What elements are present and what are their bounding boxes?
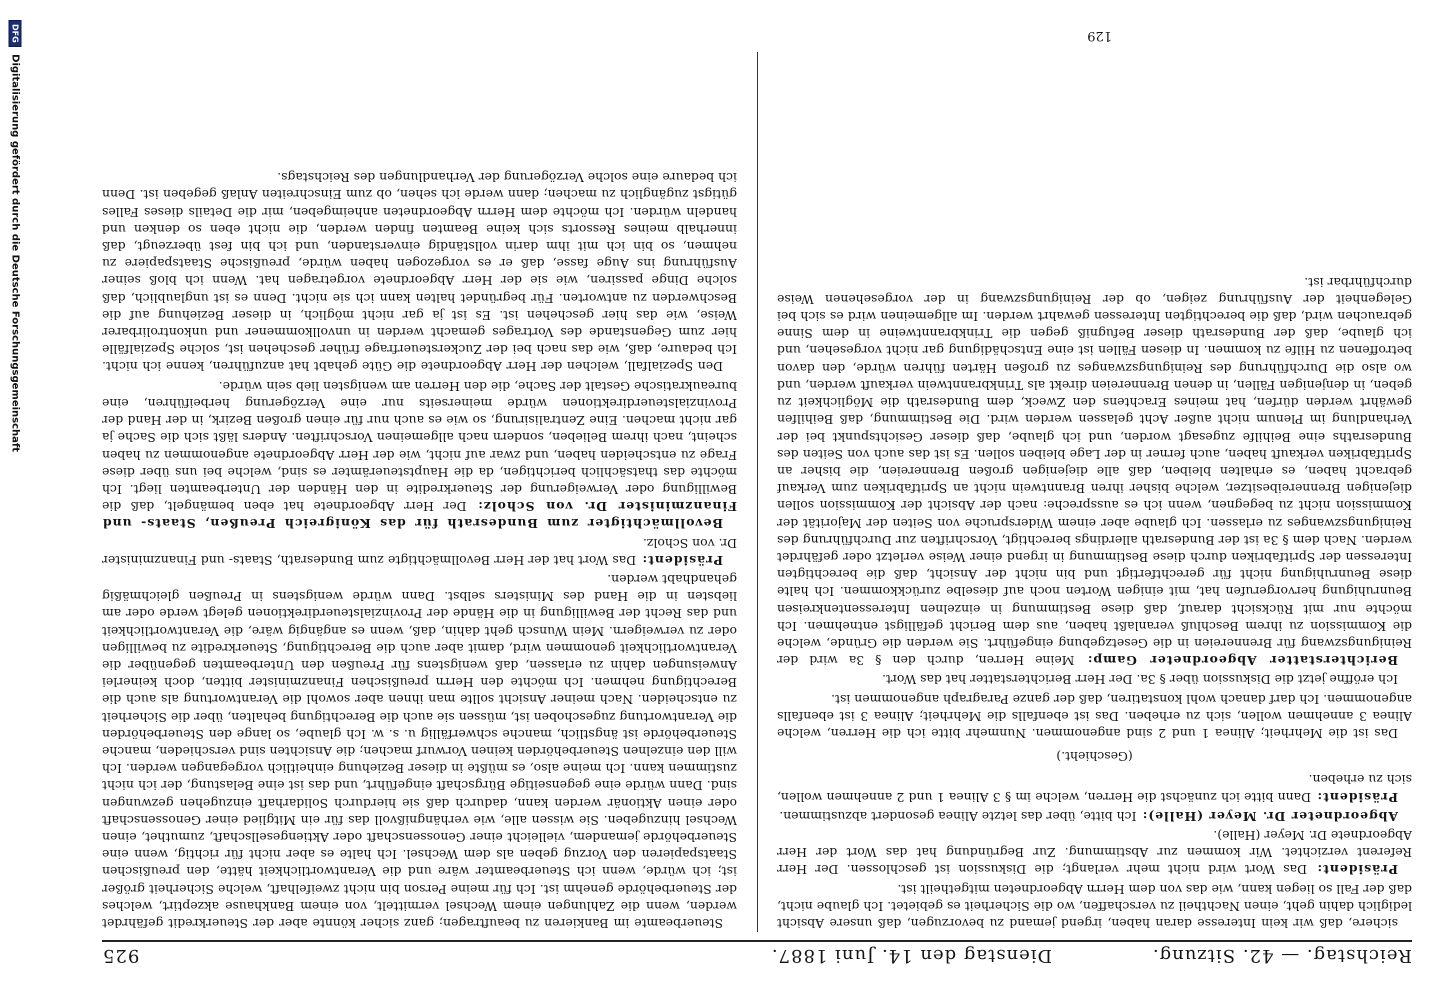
paragraph: [777, 690, 1412, 742]
speaker-name: Präsident:: [1310, 789, 1398, 805]
text-column-left: [777, 28, 1412, 932]
paragraph-text: Der Herr Abgeordnete hat eben bemängelt, daß die Bewilligung oder Verweigerung der Steuerkredite in den Händen der Unterbeamten liegt. Ich möchte das thatsächlich berichtigen, da die Hauptsteuerämter es sind, welche bei uns über diese Frage zu entscheiden haben, und zwar auf nicht, wie der Herr Abgeordnete angenommen zu haben scheint, nach ihrem Belieben, sondern nach allgemeinen Vorschriften. Anders läßt sich die Sache ja gar nicht machen. Eine Zentralisirung, so wie es auch nur für einen großen Bezirk, in der Hand der Provinzialsteuerdirektionen würde meinerseits nur eine Verzögerung herbeiführen, eine bureaukratische Gestalt der Sache, die den Herren am wenigsten lieb sein würde.: [102, 378, 737, 515]
header-session: Reichstag. — 42. Sitzung.: [1151, 945, 1412, 966]
paragraph-text: Steuerbeamte im Bankieren zu beauftragen; ganz sicher könnte aber der Steuerkredit gefährdet werden, wenn die Zahlungen einem Wechsel vermittelt, von einem Bankhause akzeptirt, welches der Steuerbehörde genehm ist. Ich für meine Person bin nicht zweifelhaft, welche Sicherheit größer ist; ich würde, wenn ich Steuerbeamter wäre und die Verantwortlichkeit hätte, den preußischen Staatspapieren den Vorzug geben als dem Wechsel. Ich halte es aber nicht für richtig, wenn eine Steuerbehörde jemandem, vielleicht einer Genossenschaft oder Aktiengesellschaft, zumuthet, einen Wechsel hinzugeben. Sie wissen alle, wie verhängnißvoll das für ein Mitglied einer Genossenschaft oder einen Aktionär werden kann, dadurch daß sie hierdurch Solidarhaft einzugehen gezwungen sind. Dann würde eine gegenseitige Bürgschaft eingeführt, und das ist eine Belastung, der ich nicht zustimmen kann. Ich meine also, es müßte in dieser Beziehung einheitlich vorgegangen werden. Ich will den einzelnen Steuerbehörden keinen Vorwurf machen; die Ansichten sind verschieden, manche Steuerbehörde ist ängstlich, manche schwerfällig u. s. w. Ich glaube, so lange den Steuerbehörden die Verantwortung zugeschoben ist, müssen sie auch die Berechtigung behalten, über die Sicherheit zu entscheiden. Nach meiner Ansicht sollte man ihnen aber sowohl die Verantwortung als auch die Berechtigung nehmen. Ich möchte den Herrn preußischen Finanzminister bitten, doch keinerlei Anweisungen dahin zu erlassen, daß wenigstens für Preußen den Unterbeamten gegenüber die Verantwortlichkeit genommen wird, damit aber auch die Berechtigung, Steuerkredite zu bewilligen oder zu verweigern. Mein Wunsch geht dahin, daß, wenn es angängig wäre, die Verantwortlichkeit und das Recht der Bewilligung in die Hände der Provinzialsteuerdirektionen gelegt werde oder am liebsten in die Hand des Ministers selbst. Dann würde wenigstens in Preußen gleichmäßig gehandhabt werden.: [102, 571, 737, 931]
speaker-name: Berichterstatter Abgeordneter Gamp:: [1074, 653, 1398, 669]
paragraph-text: Das Wort wird nicht mehr verlangt; die Diskussion ist geschlossen. Der Herr Referent verzichtet. Wir kommen zur Abstimmung. Zur Begründung hat das Wort der Herr Abgeordnete Dr. Meyer (Halle).: [777, 827, 1412, 878]
paragraph-text: Den Spezialfall, welchen der Herr Abgeordnete die Güte gehabt hat anzuführen, kenne ich nicht. Ich bedaure, daß, wie das nach bei der Zuckersteuerfrage früher geschehen ist, solche Spezialfälle hier zum Gegenstande des Vortrages gemacht werden in unvollkommener und unkontrolirbarer Weise, wie das hier geschehen ist. Es ist ja gar nicht möglich, in dieser Beziehung auf die Beschwerden zu antworten. Für begründet halten kann ich sie nicht. Denn es ist unglaublich, daß solche Dinge passiren, wie sie der Herr Abgeordnete vorgetragen hat. Wenn ich bloß seiner Ausführung ins Auge fasse, daß er es vorgezogen haben würde, preußische Staatspapiere zu nehmen, so bin ich mit ihm darin vollständig einverstanden, und ich bin fest überzeugt, daß innerhalb meines Ressorts sich keine Beamten finden werden, die nicht eben so denken und handeln würden. Ich möchte dem Herrn Abgeordneten anheimgeben, mir die Details dieses Falles gütigst zugänglich zu machen; dann werde ich sehen, ob zum Einschreiten Anlaß gegeben ist. Denn ich bedaure eine solche Verzögerung der Verhandlungen des Reichstags.: [102, 170, 737, 375]
speaker-name: Abgeordneter Dr. Meyer (Halle):: [1136, 808, 1398, 824]
paragraph-text: Ich bitte, über das letzte Alinea gesondert abzustimmen.: [779, 808, 1137, 824]
header-page-number: 925: [102, 945, 140, 966]
paragraph-text: (Geschieht.): [1056, 749, 1133, 765]
paragraph: [102, 169, 737, 375]
dfg-logo: DFG: [9, 20, 22, 47]
paragraph: [777, 827, 1412, 879]
paragraph: [102, 534, 737, 568]
speaker-name: Präsident:: [1306, 862, 1398, 878]
paragraph: [777, 748, 1412, 765]
text-column-right: [102, 28, 737, 932]
paragraph-text: Ich eröffne jetzt die Diskussion über § 3a. Der Herr Berichterstatter hat das Wort.: [882, 672, 1398, 688]
paragraph: [102, 378, 737, 533]
paragraph: [777, 671, 1412, 688]
paragraph: [102, 571, 737, 932]
paragraph: [777, 808, 1412, 825]
speaker-name: Präsident:: [636, 552, 723, 568]
paragraph: [777, 273, 1412, 669]
header-date: Dienstag den 14. Juni 1887.: [770, 945, 1052, 966]
running-header: [102, 940, 1412, 972]
paragraph: [777, 880, 1412, 932]
digitization-credit: [0, 0, 30, 1000]
credit-text: Digitalisierung gefördert durch die Deutsche Forschungsgemeinschaft: [9, 54, 21, 453]
speaker-name: Bevollmächtigter zum Bundesrath für das Königreich Preußen, Staats- und Finanzminister Dr. von Scholz:: [102, 499, 737, 532]
paragraph-text: Meine Herren, durch den § 3a wird der Reinigungszwang für Brennereien in die Gesetzgebung eingeführt. Sie werden die Gründe, welche die Kommission zu ihrem Beschluß veranlaßt haben, aus dem Bericht gefälligst entnehmen. Ich möchte nur mit Rücksicht darauf, daß diese Bestimmung in einzelnen Interessentenkreisen Beunruhigung hervorgerufen hat, mit einigen Worten noch auf dieselbe zurückkommen. Ich halte diese Beunruhigung nicht für gerechtfertigt und bin nicht der Ansicht, daß die berechtigten Interessen der Spritfabriken durch diese Bestimmung in irgend einer Weise verletzt oder gefährdet werden. Nach dem § 3a ist der Bundesrath allerdings berechtigt, Vorschriften zur Durchführung des Reinigungszwanges zu erlassen. Ich glaube aber einem Widerspruche von Seiten der Majorität der Kommission nicht zu begegnen, wenn ich es ausspreche: nach der Absicht der Kommission sollen diejenigen Brennereibesitzer, welche bisher ihren Branntwein nicht an Spritfabriken zum Verkauf gebracht haben, es erhalten bleiben, daß alle diejenigen großen Brennereien, die bisher an Spritfabriken verkauft haben, auch ferner in der Lage bleiben sollen. Es ist das auch von Seiten des Bundesraths eine Beihilfe zugesagt worden, und ich glaube, daß dieser Gesichtspunkt bei der Verhandlung im Plenum nicht außer Acht gelassen werden wird. Die Bestimmung, daß Beihilfen gewährt werden dürfen, hat meines Erachtens den Zweck, dem Bundesrath die Möglichkeit zu geben, in denjenigen Fällen, in denen Brennereien direkt als Trinkbranntwein verkauft werden, und wo also die Durchführung des Reinigungszwanges zu großen Härten führen würde, den davon betroffenen zu Hilfe zu kommen. In diesen Fällen ist eine Entschädigung gar nicht vorgesehen, und ich glaube, daß der Bundesrath dieser Befugniß gegen die Trinkbranntweine in dem Sinne gebrauchen wird, daß die berechtigten Interessen gewahrt werden. Im allgemeinen wird es sich bei Gelegenheit der Ausführung zeigen, ob der Reinigungszwang in der vorgesehenen Weise durchführbar ist.: [777, 274, 1412, 669]
paragraph-text: Das Wort hat der Herr Bevollmächtigte zum Bundesrath, Staats- und Finanzminister Dr. von Scholz.: [102, 535, 737, 568]
paragraph: [777, 771, 1412, 805]
paragraph-text: Dann bitte ich zunächst die Herren, welche im § 3 Alinea 1 und 2 annehmen wollen, sich zu erheben.: [777, 772, 1412, 805]
column-divider: [757, 52, 758, 932]
signature-number: 129: [1087, 28, 1112, 43]
scanned-page: [102, 28, 1412, 972]
paragraph-text: sichere, daß wir kein Interesse daran haben, irgend jemand zu bevorzugen, daß unsere Absicht lediglich dahin geht, einen Nachtheil zu verschaffen, wo die Sicherheit es gebietet. Ich glaube nicht, daß der Fall so liegen kann, wie das von dem Herrn Abgeordneten mitgetheilt ist.: [777, 881, 1412, 931]
paragraph-text: Das ist die Mehrheit; Alinea 1 und 2 sind angenommen. Nunmehr bitte ich die Herren, welche Alinea 3 annehmen wollen, sich zu erheben. Das ist ebenfalls die Mehrheit; Alinea 3 ist ebenfalls angenommen. Ich darf danach wohl konstatiren, daß der ganze Paragraph angenommen ist.: [777, 691, 1412, 741]
